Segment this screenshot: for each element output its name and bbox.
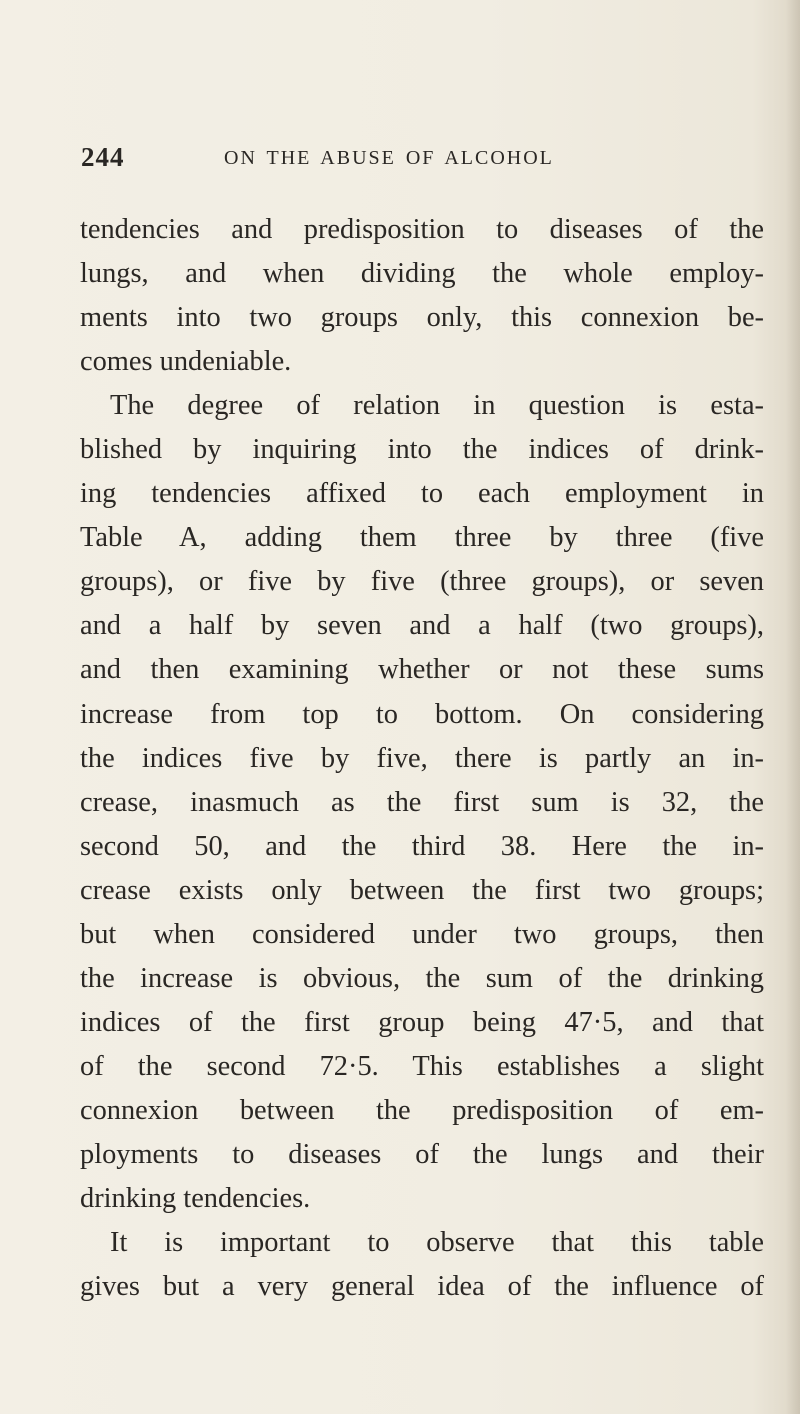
text-line: and then examining whether or not these sums <box>80 654 764 686</box>
text-line: connexion between the predisposition of em- <box>80 1094 764 1126</box>
text-line: ing tendencies affixed to each employment in <box>80 478 764 510</box>
text-line: second 50, and the third 38. Here the in- <box>80 830 764 862</box>
text-line: increase from top to bottom. On considering <box>80 698 764 730</box>
running-head: ON THE ABUSE OF ALCOHOL <box>224 147 554 169</box>
text-line: ployments to diseases of the lungs and their <box>80 1138 764 1170</box>
text-line: comes undeniable. <box>80 346 292 378</box>
text-line: the increase is obvious, the sum of the drinking <box>80 962 764 994</box>
text-line: The degree of relation in question is esta- <box>110 390 764 422</box>
text-line: the indices five by five, there is partly an in- <box>80 742 764 774</box>
text-line: and a half by seven and a half (two groups), <box>80 610 764 642</box>
text-line: groups), or five by five (three groups), or seven <box>80 566 764 598</box>
page-header <box>81 140 721 180</box>
text-line: but when considered under two groups, then <box>80 918 764 950</box>
text-line: gives but a very general idea of the influence of <box>80 1271 764 1303</box>
text-line: lungs, and when dividing the whole employ- <box>80 258 764 290</box>
text-line: crease exists only between the first two groups; <box>80 874 764 906</box>
text-line: tendencies and predisposition to diseases of the <box>80 214 764 245</box>
text-line: crease, inasmuch as the first sum is 32, the <box>80 786 764 818</box>
page-edge-shadow <box>786 0 800 1414</box>
text-line: of the second 72·5. This establishes a slight <box>80 1050 764 1082</box>
text-line: drinking tendencies. <box>80 1183 311 1215</box>
page-number: 244 <box>81 142 125 172</box>
text-line: Table A, adding them three by three (five <box>80 522 764 554</box>
text-line: It is important to observe that this table <box>110 1227 764 1259</box>
text-line: blished by inquiring into the indices of drink- <box>80 434 764 466</box>
body-text <box>80 208 764 1309</box>
text-line: indices of the first group being 47·5, and that <box>80 1006 764 1038</box>
text-line: ments into two groups only, this connexion be- <box>80 302 764 334</box>
